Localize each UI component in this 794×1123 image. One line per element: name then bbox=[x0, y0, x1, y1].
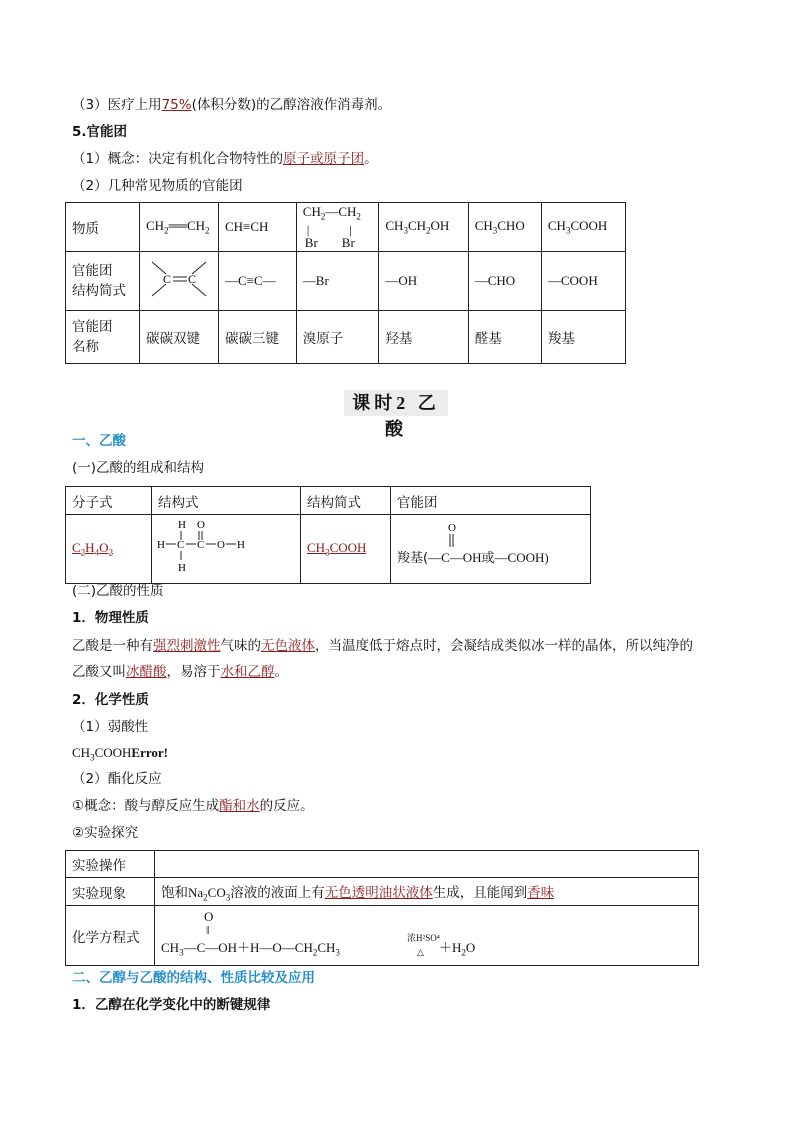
name-aldehyde: 醛基 bbox=[468, 311, 541, 364]
structural-formula-value bbox=[152, 515, 301, 584]
name-double-bond: 碳碳双键 bbox=[140, 311, 219, 364]
equation-catalyst: 浓H²SO⁴ bbox=[407, 932, 440, 943]
weak-acidity-formula: $CH_3COOHError$! bbox=[72, 745, 168, 763]
heading-bond-breaking: 1．乙醇在化学变化中的断键规律 bbox=[72, 997, 271, 1013]
label-operation: 实验操作 bbox=[66, 851, 155, 878]
name-hydroxyl: 羟基 bbox=[379, 311, 468, 364]
label-equation: 化学方程式 bbox=[66, 906, 155, 966]
substance-dibromoethane: $CH_2—CH_2$ | | Br Br bbox=[296, 203, 379, 252]
formula-carbon-right: C bbox=[188, 272, 197, 286]
formula-bromine: —Br bbox=[296, 252, 379, 311]
lesson-title: 课时2 乙酸 bbox=[344, 390, 448, 416]
svg-text:H: H bbox=[237, 539, 245, 551]
substance-acetic-acid: $CH_3COOH$ bbox=[541, 203, 625, 252]
section-heading-comparison: 二、乙醇与乙酸的结构、性质比较及应用 bbox=[72, 970, 315, 986]
substance-ethanol: $CH_3CH_2OH$ bbox=[379, 203, 468, 252]
substance-acetylene: CH≡CH bbox=[219, 203, 297, 252]
functional-group-table bbox=[65, 202, 626, 364]
heading-physical-properties: 1．物理性质 bbox=[72, 610, 149, 626]
experiment-heading: ②实验探究 bbox=[72, 825, 139, 841]
double-bond-structure-icon bbox=[140, 252, 218, 306]
simple-formula-value: $CH_3COOH$ bbox=[301, 515, 391, 584]
esterification-line: （2）酯化反应 bbox=[72, 771, 162, 787]
value-phenomenon: 饱和$Na_2CO_3$溶液的液面上有无色透明油状液体生成，且能闻到香味 bbox=[155, 878, 699, 906]
header-simple-formula: 结构简式 bbox=[301, 487, 391, 515]
structure-table bbox=[65, 486, 591, 584]
equation-heat: △ bbox=[417, 946, 424, 957]
physical-properties-line-1: 乙酸是一种有强烈刺激性气味的无色液体，当温度低于熔点时，会凝结成类似冰一样的晶体，所以纯净的 bbox=[72, 638, 693, 654]
row-header-formula: 官能团 结构简式 bbox=[66, 252, 140, 311]
formula-carboxyl: —COOH bbox=[541, 252, 625, 311]
common-groups-line: （2）几种常见物质的官能团 bbox=[72, 178, 243, 194]
substance-acetaldehyde: $CH_3CHO$ bbox=[468, 203, 541, 252]
formula-triple-bond: —C≡C— bbox=[219, 252, 297, 311]
concept-line: （1）概念：决定有机化合物特性的原子或原子团。 bbox=[72, 151, 378, 167]
experiment-table bbox=[65, 850, 699, 966]
equation-double-bond: ‖ bbox=[206, 922, 210, 937]
svg-text:H: H bbox=[178, 562, 186, 574]
equation-reactants: $CH_3—C—OH+H—O—CH_2CH_3$ bbox=[161, 939, 340, 958]
subheading-composition: (一)乙酸的组成和结构 bbox=[72, 460, 205, 476]
name-carboxyl: 羧基 bbox=[541, 311, 625, 364]
header-structural-formula: 结构式 bbox=[152, 487, 301, 515]
equation-carbonyl-oxygen: O bbox=[204, 908, 214, 924]
formula-aldehyde: —CHO bbox=[468, 252, 541, 311]
subheading-properties: (二)乙酸的性质 bbox=[72, 583, 164, 599]
svg-text:C: C bbox=[177, 539, 185, 551]
equation-product-water: $+H_2O$ bbox=[439, 939, 476, 958]
value-equation bbox=[155, 906, 699, 966]
substance-ethylene: $CH_2══CH_2$ bbox=[140, 203, 219, 252]
svg-text:O: O bbox=[217, 539, 225, 551]
svg-text:H: H bbox=[178, 519, 186, 531]
esterification-concept: ①概念：酸与醇反应生成酯和水的反应。 bbox=[72, 798, 314, 814]
svg-text:H: H bbox=[157, 539, 165, 551]
acetic-acid-structure-icon bbox=[152, 515, 298, 579]
svg-text:O: O bbox=[197, 519, 205, 531]
molecular-formula-value: $C_2H_4O_2$ bbox=[66, 515, 152, 584]
name-bromine: 溴原子 bbox=[296, 311, 379, 364]
weak-acidity-line: （1）弱酸性 bbox=[72, 719, 149, 735]
section-heading-functional-group: 5.官能团 bbox=[72, 124, 128, 140]
svg-text:O: O bbox=[448, 522, 456, 534]
section-heading-acetic-acid: 一、乙酸 bbox=[72, 433, 126, 449]
functional-group-value: 羧基(—C—OH或—COOH) O bbox=[391, 515, 591, 584]
label-phenomenon: 实验现象 bbox=[66, 878, 155, 906]
header-molecular-formula: 分子式 bbox=[66, 487, 152, 515]
formula-hydroxyl: —OH bbox=[379, 252, 468, 311]
formula-double-bond bbox=[140, 252, 219, 311]
carbonyl-oxygen-icon bbox=[397, 517, 477, 549]
medical-use-line: （3）医疗上用75%(体积分数)的乙醇溶液作消毒剂。 bbox=[72, 97, 392, 113]
heading-chemical-properties: 2．化学性质 bbox=[72, 692, 149, 708]
value-operation bbox=[155, 851, 699, 878]
formula-carbon-left: C bbox=[163, 272, 172, 286]
name-triple-bond: 碳碳三键 bbox=[219, 311, 297, 364]
svg-text:C: C bbox=[197, 539, 205, 551]
row-header-name: 官能团 名称 bbox=[66, 311, 140, 364]
header-functional-group: 官能团 bbox=[391, 487, 591, 515]
row-header-substance: 物质 bbox=[66, 203, 140, 252]
physical-properties-line-2: 乙酸又叫冰醋酸，易溶于水和乙醇。 bbox=[72, 664, 288, 680]
